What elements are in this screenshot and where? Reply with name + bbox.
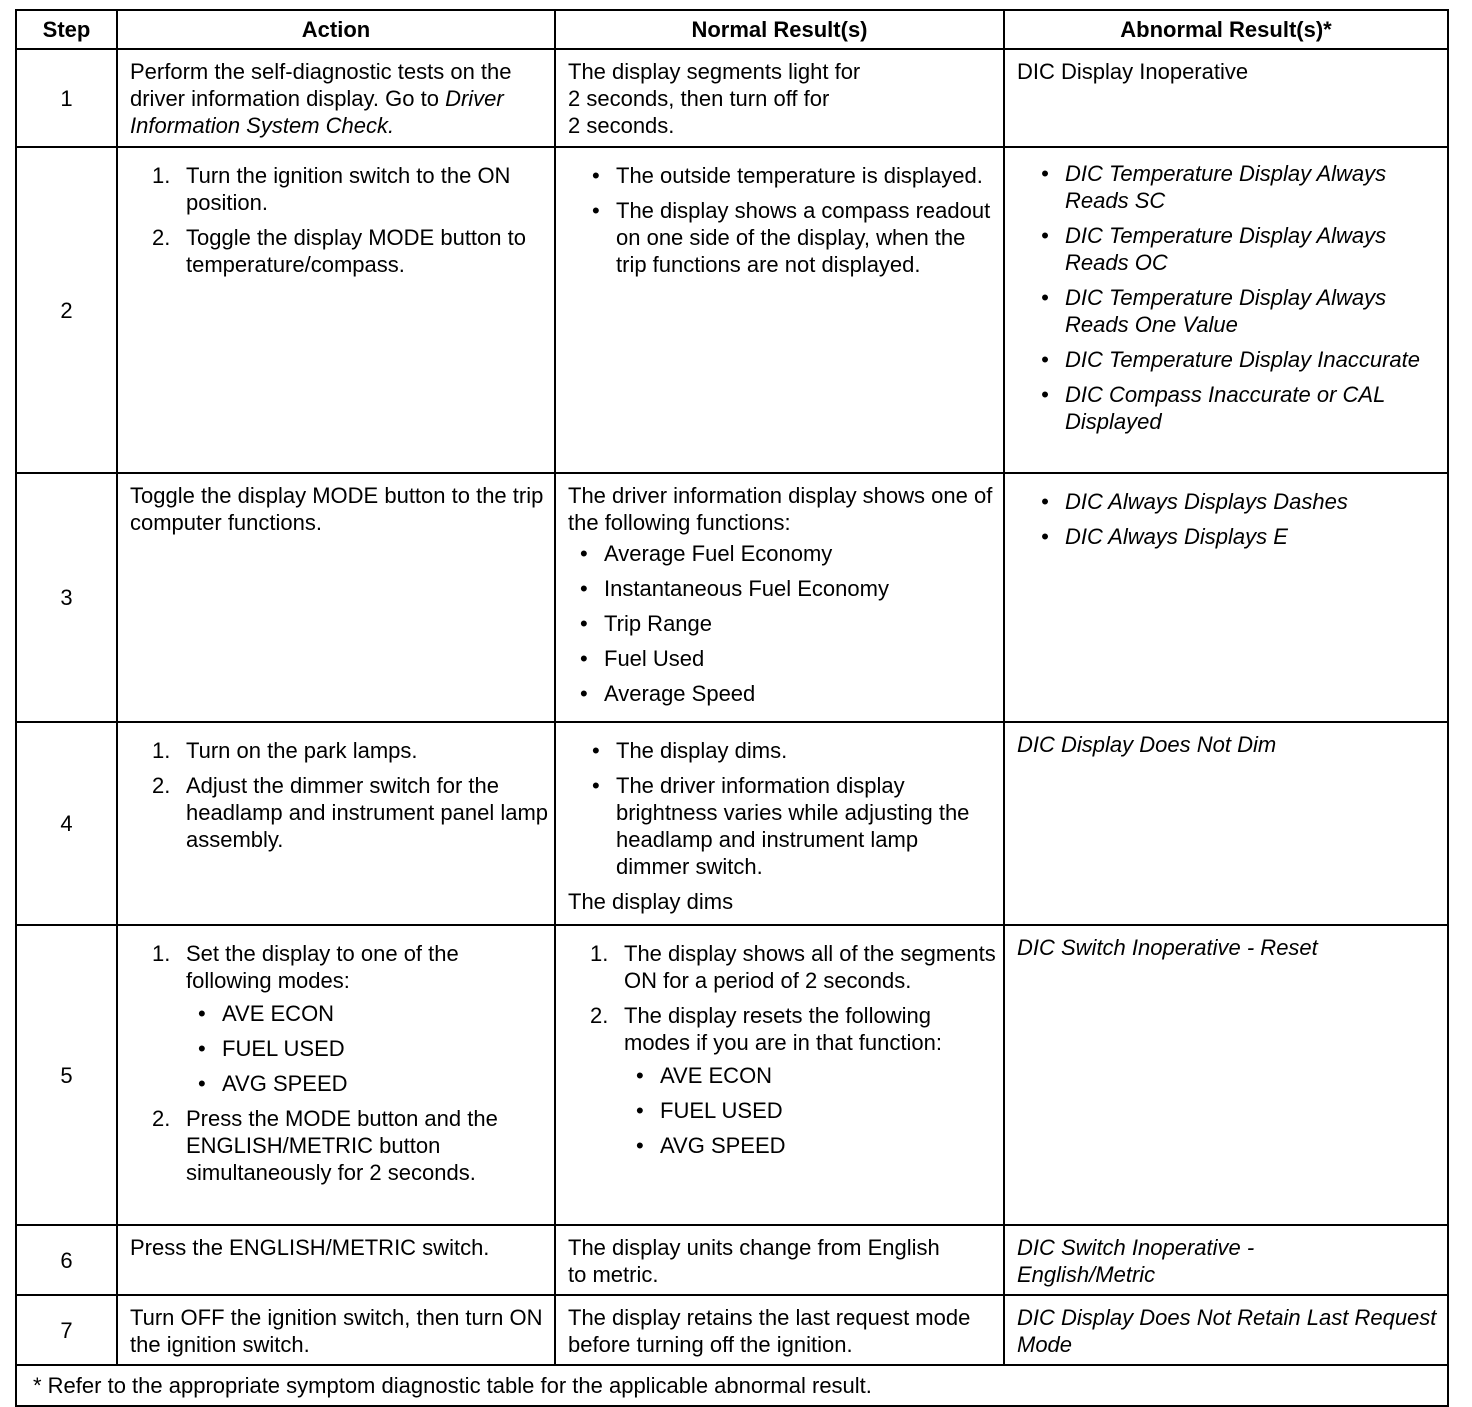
abnormal-result-link[interactable]: • DIC Temperature Display Always Reads One Value <box>1039 284 1441 338</box>
normal-result-bullet: • The display shows a compass readout on one side of the display, when the trip functions are not displayed. <box>590 197 997 278</box>
action-text: Press the ENGLISH/METRIC switch. <box>130 1235 490 1260</box>
action-item: Press the MODE button and the ENGLISH/METRIC button simultaneously for 2 seconds. <box>186 1106 498 1185</box>
abnormal-result-cell <box>1004 49 1448 147</box>
normal-result-line: 2 seconds, then turn off for <box>568 86 830 111</box>
abnormal-result-cell <box>1004 722 1448 925</box>
step-number: 5 <box>16 925 117 1225</box>
normal-result-item-text: The display resets the following modes if you are in that function: <box>624 1003 942 1055</box>
abnormal-result-text: DIC Display Inoperative <box>1017 59 1249 84</box>
abnormal-result-cell <box>1004 147 1448 473</box>
step-number: 6 <box>16 1225 117 1295</box>
action-cell <box>117 147 555 473</box>
table-row <box>16 147 1448 473</box>
action-item: Toggle the display MODE button to temperature/compass. <box>186 225 526 277</box>
normal-result-cell <box>555 49 1004 147</box>
normal-result-bullet: • The driver information display brightness varies while adjusting the headlamp and instrument lamp dimmer switch. <box>590 772 997 880</box>
action-cell <box>117 1225 555 1295</box>
abnormal-result-link[interactable]: DIC Display Does Not Dim <box>1017 732 1277 757</box>
normal-result-bullet: • Average Speed <box>578 680 997 707</box>
step-number: 1 <box>16 49 117 147</box>
table-row <box>16 49 1448 147</box>
normal-result-cell <box>555 925 1004 1225</box>
normal-result-cell <box>555 473 1004 722</box>
normal-result-cell <box>555 722 1004 925</box>
action-cell <box>117 473 555 722</box>
abnormal-result-link[interactable]: • DIC Temperature Display Inaccurate <box>1039 346 1441 373</box>
action-item: Turn the ignition switch to the ON position. <box>186 163 511 215</box>
abnormal-result-link[interactable]: DIC Switch Inoperative - Reset <box>1017 935 1318 960</box>
normal-result-item <box>590 1002 997 1159</box>
abnormal-result-cell <box>1004 925 1448 1225</box>
abnormal-result-link[interactable]: • DIC Compass Inaccurate or CAL Displayed <box>1039 381 1441 435</box>
header-action: Action <box>117 10 555 49</box>
normal-result-cell <box>555 147 1004 473</box>
normal-result-line: The display segments light for <box>568 59 861 84</box>
action-cell <box>117 722 555 925</box>
abnormal-result-link[interactable]: DIC Switch Inoperative - English/Metric <box>1017 1235 1255 1287</box>
mode-item: • FUEL USED <box>634 1097 997 1124</box>
normal-result-line: 2 seconds. <box>568 113 675 138</box>
action-item: Adjust the dimmer switch for the headlamp and instrument panel lamp assembly. <box>186 773 549 852</box>
step-number: 3 <box>16 473 117 722</box>
header-abnormal-results: Abnormal Result(s)* <box>1004 10 1448 49</box>
abnormal-result-cell <box>1004 473 1448 722</box>
abnormal-result-link[interactable]: • DIC Always Displays E <box>1039 523 1441 550</box>
normal-result-intro: The driver information display shows one of the following functions: <box>568 483 993 535</box>
normal-result-bullet: • Trip Range <box>578 610 997 637</box>
action-cell <box>117 925 555 1225</box>
header-row <box>16 10 1448 49</box>
diagnostic-table <box>15 9 1449 1407</box>
header-step: Step <box>16 10 117 49</box>
normal-result-bullet: • The outside temperature is displayed. <box>590 162 997 189</box>
normal-result-cell <box>555 1225 1004 1295</box>
mode-item: • AVE ECON <box>634 1062 997 1089</box>
table-row <box>16 473 1448 722</box>
abnormal-result-cell <box>1004 1225 1448 1295</box>
step-number: 4 <box>16 722 117 925</box>
action-text: Toggle the display MODE button to the trip computer functions. <box>130 483 544 535</box>
action-item-text: Set the display to one of the following modes: <box>186 941 459 993</box>
normal-result-bullet: • Average Fuel Economy <box>578 540 997 567</box>
footnote-row <box>16 1365 1448 1406</box>
normal-result-text: The display retains the last request mode before turning off the ignition. <box>568 1305 971 1357</box>
normal-result-bullet: • The display dims. <box>590 737 997 764</box>
normal-result-bullet: • Fuel Used <box>578 645 997 672</box>
step-number: 2 <box>16 147 117 473</box>
driver-information-system-check-link[interactable]: Driver Information System Check. <box>130 86 504 138</box>
abnormal-result-link[interactable]: • DIC Temperature Display Always Reads SC <box>1039 160 1441 214</box>
normal-result-item: The display shows all of the segments ON for a period of 2 seconds. <box>624 941 996 993</box>
normal-result-note: The display dims <box>568 889 734 914</box>
table-row <box>16 925 1448 1225</box>
footnote: * Refer to the appropriate symptom diagnostic table for the applicable abnormal result. <box>16 1365 1448 1406</box>
abnormal-result-cell <box>1004 1295 1448 1365</box>
mode-item: • AVG SPEED <box>634 1132 997 1159</box>
step-number: 7 <box>16 1295 117 1365</box>
mode-item: • FUEL USED <box>196 1035 548 1062</box>
abnormal-result-link[interactable]: • DIC Always Displays Dashes <box>1039 488 1441 515</box>
normal-result-cell <box>555 1295 1004 1365</box>
normal-result-bullet: • Instantaneous Fuel Economy <box>578 575 997 602</box>
action-text: Turn OFF the ignition switch, then turn ON the ignition switch. <box>130 1305 543 1357</box>
abnormal-result-link[interactable]: • DIC Temperature Display Always Reads OC <box>1039 222 1441 276</box>
action-item: Turn on the park lamps. <box>186 738 418 763</box>
header-normal-results: Normal Result(s) <box>555 10 1004 49</box>
action-item <box>152 940 548 1097</box>
mode-item: • AVG SPEED <box>196 1070 548 1097</box>
action-cell <box>117 1295 555 1365</box>
action-cell <box>117 49 555 147</box>
mode-item: • AVE ECON <box>196 1000 548 1027</box>
table-row <box>16 1225 1448 1295</box>
table-row <box>16 722 1448 925</box>
action-text: Perform the self-diagnostic tests on the driver information display. Go to <box>130 59 512 111</box>
abnormal-result-link[interactable]: DIC Display Does Not Retain Last Request Mode <box>1017 1305 1437 1357</box>
normal-result-text: The display units change from English to metric. <box>568 1235 940 1287</box>
table-row <box>16 1295 1448 1365</box>
